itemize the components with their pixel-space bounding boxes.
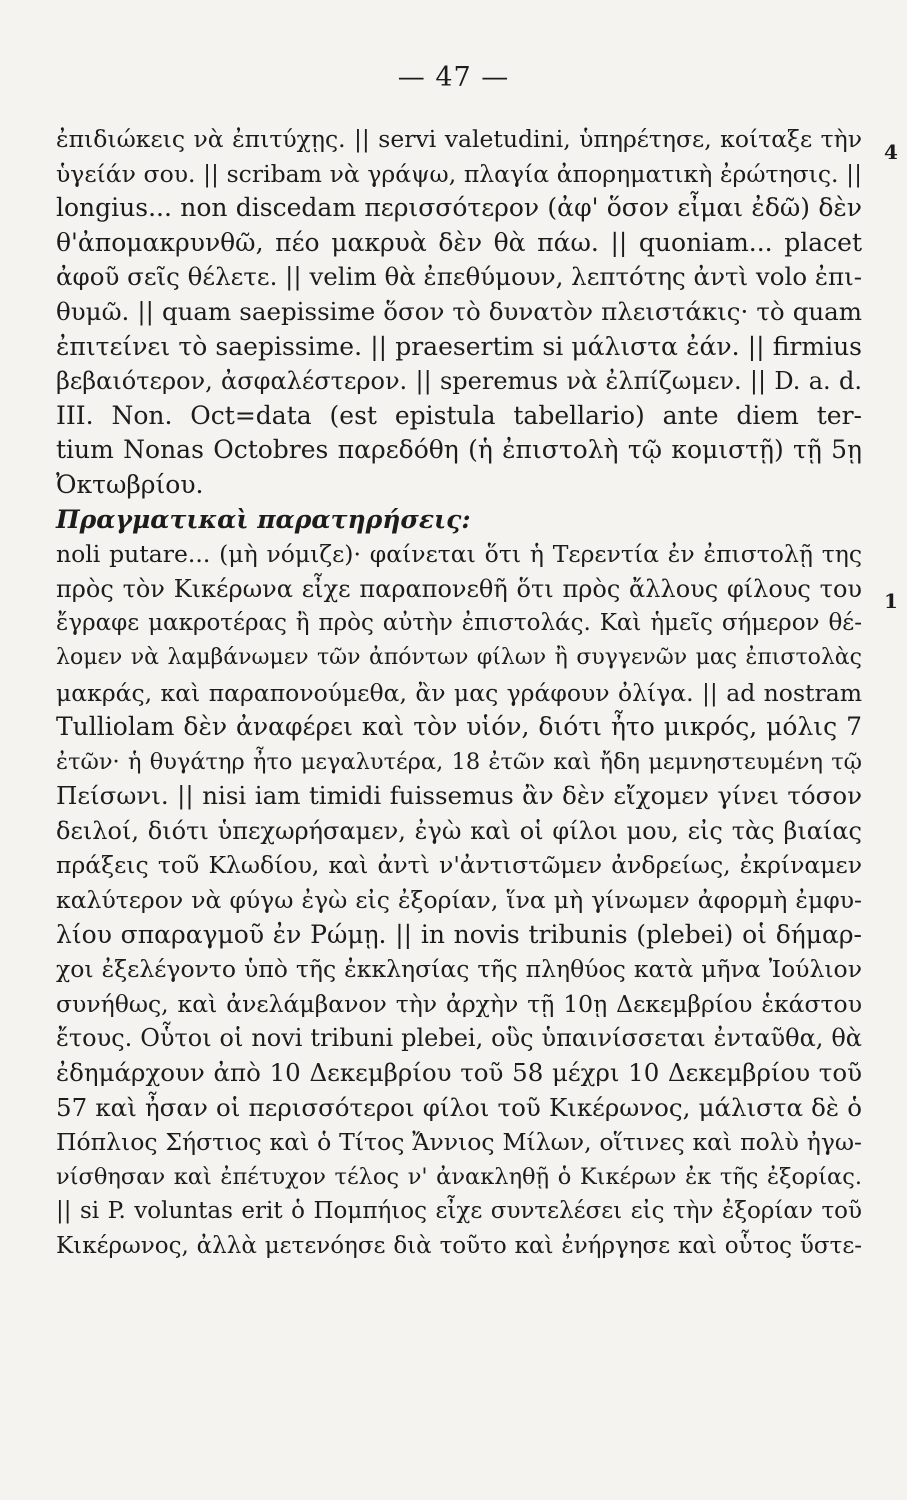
text-line: Κικέρωνος, ἀλλὰ μετενόησε διὰ τοῦτο καὶ ἐνήργησε καὶ οὗτος ὕστε- [56, 1233, 862, 1259]
margin-note: 4 [884, 140, 898, 164]
page-number: — 47 — [397, 62, 510, 93]
text-line: δειλοί, διότι ὑπεχωρήσαμεν, ἐγὼ καὶ οἱ φίλοι μου, εἰς τὰς βιαίας [56, 816, 862, 845]
text-line: θυμῶ. || quam saepissime ὅσον τὸ δυνατὸν πλειστάκις· τὸ quam [56, 296, 862, 326]
text-line: ἐδημάρχουν ἀπὸ 10 Δεκεμβρίου τοῦ 58 μέχρι 10 Δεκεμβρίου τοῦ [56, 1058, 862, 1088]
text-line: longius... non discedam περισσότερον (ἀφ' ὅσον εἶμαι ἐδῶ) δὲν [56, 193, 862, 223]
text-line: || si P. voluntas erit ὁ Πομπήιος εἶχε συντελέσει εἰς τὴν ἐξορίαν τοῦ [56, 1198, 862, 1225]
text-line: θ'ἀπομακρυνθῶ, πέο μακρυὰ δὲν θὰ πάω. || quoniam... placet [56, 227, 862, 257]
text-line: Πείσωνι. || nisi iam timidi fuissemus ἂν δὲν εἴχομεν γίνει τόσον [56, 781, 862, 811]
margin-note: 1 [884, 589, 898, 613]
text-line: ἀφοῦ σεῖς θέλετε. || velim θὰ ἐπεθύμουν, λεπτότης ἀντὶ volo ἐπι- [56, 262, 863, 292]
text-line: λομεν νὰ λαμβάνωμεν τῶν ἀπόντων φίλων ἢ συγγενῶν μας ἐπιστολὰς [56, 644, 862, 670]
text-line: Ὀκτωβρίου. [56, 469, 204, 499]
text-line: ἔγραφε μακροτέρας ἢ πρὸς αὐτὴν ἐπιστολάς. Καὶ ἡμεῖς σήμερον θέ- [56, 610, 862, 637]
text-line: καλύτερον νὰ φύγω ἐγὼ εἰς ἐξορίαν, ἵνα μὴ γίνωμεν ἀφορμὴ ἐμφυ- [56, 886, 862, 915]
text-line: πρὸς τὸν Κικέρωνα εἶχε παραπονεθῆ ὅτι πρὸς ἄλλους φίλους του [56, 574, 862, 603]
text-line: 57 καὶ ἦσαν οἱ περισσότεροι φίλοι τοῦ Κικέρωνος, μάλιστα δὲ ὁ [56, 1092, 862, 1122]
text-line: Tulliolam δὲν ἀναφέρει καὶ τὸν υἱόν, διότι ἦτο μικρός, μόλις 7 [56, 712, 862, 742]
text-line: Πόπλιος Σήστιος καὶ ὁ Τίτος Ἄννιος Μίλων, οἵτινες καὶ πολὺ ἠγω- [56, 1128, 862, 1157]
text-line: tium Nonas Octobres παρεδόθη (ἡ ἐπιστολὴ τῷ κομιστῇ) τῇ 5ῃ [56, 435, 862, 465]
text-line: μακράς, καὶ παραπονούμεθα, ἂν μας γράφουν ὀλίγα. || ad nostram [56, 678, 862, 707]
body-text [56, 122, 862, 1264]
text-line: λίου σπαραγμοῦ ἐν Ρώμῃ. || in novis tribunis (plebei) οἱ δήμαρ- [56, 919, 862, 949]
text-line: νίσθησαν καὶ ἐπέτυχον τέλος ν' ἀνακληθῇ ὁ Κικέρων ἐκ τῆς ἐξορίας. [56, 1163, 862, 1190]
text-line: ὑγείάν σου. || scribam νὰ γράψω, πλαγία ἀπορηματικὴ ἐρώτησις. || [56, 159, 862, 188]
text-line: χοι ἐξελέγοντο ὑπὸ τῆς ἐκκλησίας τῆς πληθύος κατὰ μῆνα Ἰούλιον [56, 955, 862, 984]
text-line: πράξεις τοῦ Κλωδίου, καὶ ἀντὶ ν'ἀντιστῶμεν ἀνδρείως, ἐκρίναμεν [56, 851, 862, 880]
text-line: ἐπιδιώκεις νὰ ἐπιτύχῃς. || servi valetudini, ὑπηρέτησε, κοίταξε τὴν [56, 125, 862, 153]
section-heading: Πραγματικαὶ παρατηρήσεις: [56, 504, 471, 534]
text-line: βεβαιότερον, ἀσφαλέστερον. || speremus νὰ ἐλπίζωμεν. || D. a. d. [56, 367, 862, 396]
text-line: ἐπιτείνει τὸ saepissime. || praesertim si μάλιστα ἐάν. || firmius [56, 331, 862, 361]
text-line: noli putare... (μὴ νόμιζε)· φαίνεται ὅτι ἡ Τερεντία ἐν ἐπιστολῇ της [56, 540, 862, 569]
text-line: συνήθως, καὶ ἀνελάμβανον τὴν ἀρχὴν τῇ 10ῃ Δεκεμβρίου ἑκάστου [56, 989, 862, 1018]
text-line: III. Non. Oct=data (est epistula tabellario) ante diem ter- [56, 400, 862, 430]
text-line: ἐτῶν· ἡ θυγάτηρ ἦτο μεγαλυτέρα, 18 ἐτῶν καὶ ἤδη μεμνηστευμένη τῷ [56, 748, 862, 775]
text-line: ἔτους. Οὗτοι οἱ novi tribuni plebei, οὓς ὑπαινίσσεται ἐνταῦθα, θὰ [56, 1024, 862, 1053]
